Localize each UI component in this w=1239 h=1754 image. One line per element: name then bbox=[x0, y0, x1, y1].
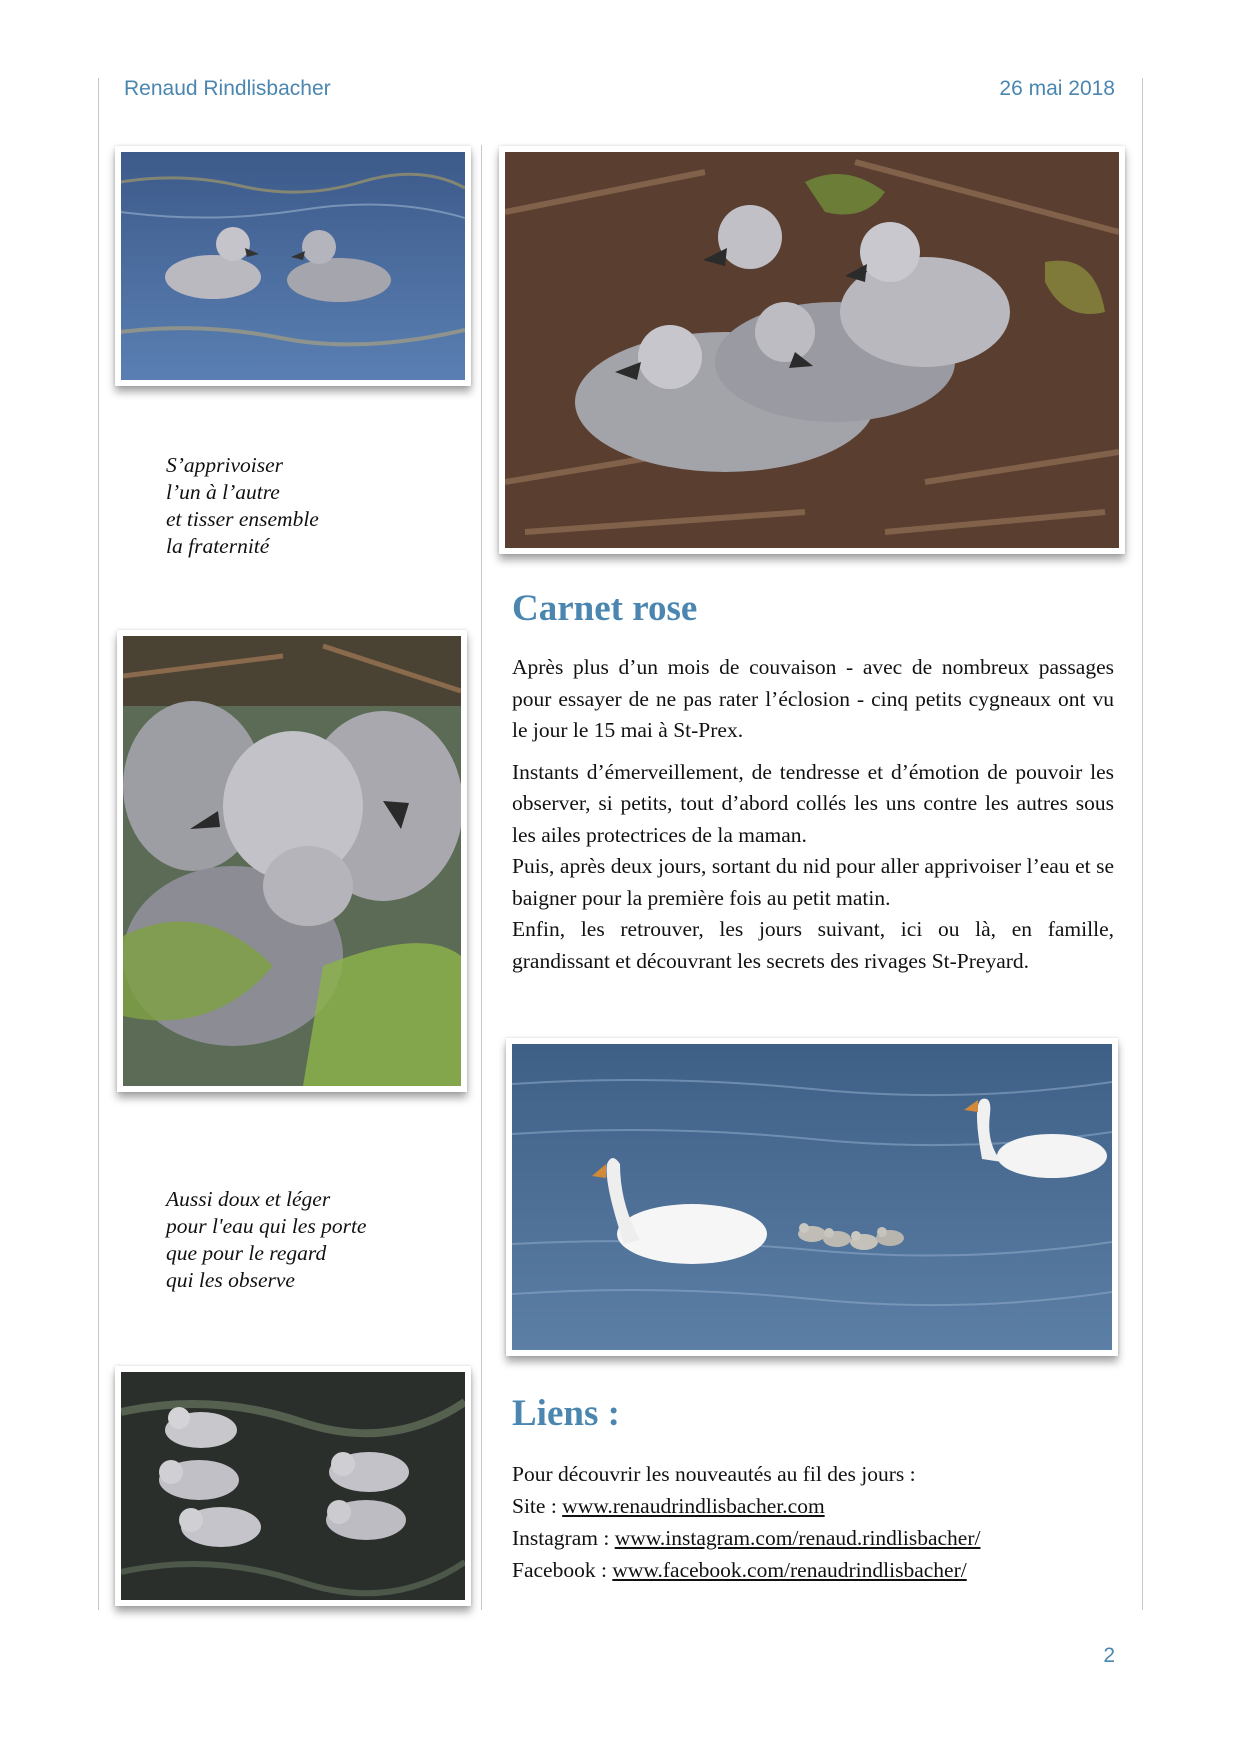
poem-2 bbox=[166, 1186, 366, 1294]
article-body bbox=[512, 652, 1114, 977]
photo-five-cygnets bbox=[115, 1366, 471, 1606]
article-paragraph-1: Après plus d’un mois de couvaison - avec de nombreux passages pour essayer de ne pas rater l’éclosion - cinq petits cygneaux ont vu le jour le 15 mai à St-Prex. bbox=[512, 655, 1114, 742]
right-margin-rule bbox=[1142, 78, 1143, 1610]
link-row-facebook bbox=[512, 1554, 981, 1586]
article-paragraph-2: Instants d’émerveillement, de tendresse et d’émotion de pouvoir les observer, si petits, tout d’abord collés les uns contre les autres sous les ailes protectrices de la maman. bbox=[512, 759, 1114, 847]
column-divider bbox=[481, 145, 482, 1610]
poem-2-line-4: qui les observe bbox=[166, 1268, 295, 1292]
photo-cygnets-closeup bbox=[117, 630, 467, 1092]
link-row-site bbox=[512, 1490, 981, 1522]
instagram-label: Instagram : bbox=[512, 1526, 615, 1550]
poem-1-line-2: l’un à l’autre bbox=[166, 480, 280, 504]
article-paragraph-3: Puis, après deux jours, sortant du nid pour aller apprivoiser l’eau et se baigner pour la première fois au petit matin. bbox=[512, 854, 1114, 910]
facebook-link[interactable]: www.facebook.com/renaudrindlisbacher/ bbox=[612, 1558, 967, 1582]
links-intro: Pour découvrir les nouveautés au fil des jours : bbox=[512, 1462, 916, 1486]
photo-swan-family bbox=[506, 1038, 1118, 1356]
poem-2-line-1: Aussi doux et léger bbox=[166, 1187, 331, 1211]
poem-1 bbox=[166, 452, 319, 560]
site-link[interactable]: www.renaudrindlisbacher.com bbox=[562, 1494, 825, 1518]
link-row-instagram bbox=[512, 1522, 981, 1554]
links-title: Liens : bbox=[512, 1393, 620, 1434]
photo-cygnets-nest bbox=[499, 146, 1125, 554]
article-paragraph-4: Enfin, les retrouver, les jours suivant, ici ou là, en famille, grandissant et découvrant les secrets des rivages St-Preyard. bbox=[512, 917, 1114, 973]
article-title: Carnet rose bbox=[512, 588, 698, 629]
page-number: 2 bbox=[1103, 1644, 1115, 1667]
photo-two-cygnets bbox=[115, 146, 471, 386]
poem-1-line-1: S’apprivoiser bbox=[166, 453, 284, 477]
poem-2-line-2: pour l'eau qui les porte bbox=[166, 1214, 367, 1238]
poem-1-line-4: la fraternité bbox=[166, 534, 270, 558]
instagram-link[interactable]: www.instagram.com/renaud.rindlisbacher/ bbox=[614, 1526, 981, 1550]
poem-2-line-3: que pour le regard bbox=[166, 1241, 327, 1265]
facebook-label: Facebook : bbox=[512, 1558, 613, 1582]
links-section bbox=[512, 1458, 981, 1586]
left-margin-rule bbox=[98, 78, 99, 1610]
header-author: Renaud Rindlisbacher bbox=[124, 77, 331, 100]
header-date: 26 mai 2018 bbox=[999, 77, 1115, 100]
poem-1-line-3: et tisser ensemble bbox=[166, 507, 319, 531]
site-label: Site : bbox=[512, 1494, 563, 1518]
